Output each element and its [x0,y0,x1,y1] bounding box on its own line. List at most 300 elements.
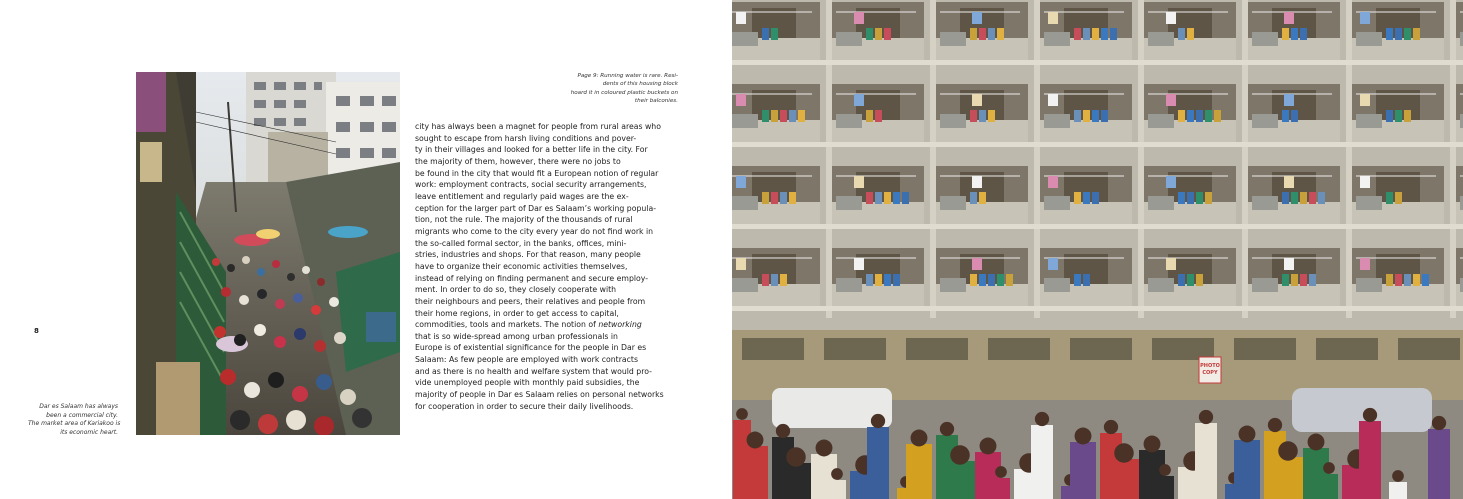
concrete-column [930,236,936,318]
plastic-bucket [1413,274,1420,286]
sign-text: PHOTO [1200,363,1220,369]
body-text-line [415,377,677,389]
plastic-bucket [988,28,995,40]
concrete-column [1138,154,1144,236]
plastic-bucket [1074,274,1081,286]
body-text-line [415,238,677,250]
person-body [992,478,1010,499]
plastic-bucket [884,274,891,286]
body-text-line [415,226,677,238]
plastic-bucket [1282,274,1289,286]
balcony-railing [1044,196,1070,210]
plastic-bucket [866,192,873,204]
plastic-bucket [893,192,900,204]
laundry [736,176,746,188]
laundry [1284,176,1294,188]
plastic-bucket [771,28,778,40]
concrete-column [1242,154,1248,236]
kariakoo-market-photo [136,72,400,435]
plastic-bucket [798,110,805,122]
balcony-railing [1252,278,1278,292]
caption-line: hoard it in coloured plastic buckets on [570,89,678,96]
plastic-bucket [1092,192,1099,204]
housing-block-photo [732,0,1463,499]
person-head [1323,462,1335,474]
plastic-bucket [1196,110,1203,122]
person-head [1268,418,1282,432]
laundry [1048,258,1058,270]
person-body [867,427,889,499]
plastic-bucket [1395,28,1402,40]
balcony-railing [940,32,966,46]
laundry [1048,12,1058,24]
laundry [972,258,982,270]
concrete-column [1138,236,1144,318]
plastic-bucket [1083,28,1090,40]
ground-vent [742,338,804,360]
body-text-run: city has always been a magnet for people from rural areas who [415,122,661,131]
plastic-bucket [1300,274,1307,286]
body-text-line [415,133,677,145]
person-head [816,440,833,457]
plastic-bucket [875,110,882,122]
market-photo-caption [28,403,121,437]
sign-text: COPY [1202,370,1218,376]
floor-slab [732,306,1463,311]
plastic-bucket [1178,192,1185,204]
plastic-bucket [780,110,787,122]
concrete-column [826,154,832,236]
caption-line: Page 9: Running water is rare. Resi- [577,73,678,79]
plastic-bucket [1404,274,1411,286]
plastic-bucket [1214,110,1221,122]
plastic-bucket [1110,28,1117,40]
market-photo-illustration [136,72,400,435]
plastic-bucket [1006,274,1013,286]
housing-photo-caption [560,72,678,106]
person-head [871,414,885,428]
concrete-column [1242,72,1248,154]
plastic-bucket [875,192,882,204]
laundry [1166,176,1176,188]
laundry [736,12,746,24]
floor-slab [732,142,1463,147]
plastic-bucket [771,274,778,286]
laundry [1360,94,1370,106]
plastic-bucket [1300,192,1307,204]
person-body [906,444,932,499]
balcony-railing [836,278,862,292]
concrete-column [930,72,936,154]
plastic-bucket [1309,192,1316,204]
plastic-bucket [875,28,882,40]
laundry [1284,12,1294,24]
balcony-railing [732,196,758,210]
balcony-railing [732,114,758,128]
plastic-bucket [1395,110,1402,122]
caption-line: its economic heart. [60,428,118,436]
ground-vent [1070,338,1132,360]
body-text-line [415,296,677,308]
plastic-bucket [1178,110,1185,122]
person-head [940,422,954,436]
plastic-bucket [1187,274,1194,286]
plastic-bucket [1187,110,1194,122]
body-text-line [415,331,677,343]
caption-line: dents of this housing block [602,81,678,88]
plastic-bucket [1205,192,1212,204]
balcony-railing [940,114,966,128]
plastic-bucket [979,110,986,122]
plastic-bucket [1196,274,1203,286]
plastic-bucket [884,192,891,204]
plastic-bucket [979,274,986,286]
body-text-line [415,342,677,354]
concrete-column [1034,154,1040,236]
plastic-bucket [789,110,796,122]
body-text-line [415,273,677,285]
plastic-bucket [1083,110,1090,122]
body-text-run: commodities, tools and markets. The notion of [415,320,599,330]
person-head [911,430,928,447]
body-text-run: have to organize their economic activities themselves, [415,261,628,271]
plastic-bucket [1074,28,1081,40]
body-text-line [415,401,677,413]
plastic-bucket [979,192,986,204]
laundry [1166,94,1176,106]
page-number: 8 [34,327,39,335]
plastic-bucket [780,192,787,204]
ground-vent [1234,338,1296,360]
body-text-line [415,308,677,320]
person-head [1308,434,1325,451]
laundry [854,12,864,24]
balcony-railing [732,32,758,46]
body-text-run: ty in their villages and looked for a better life in the city. For [415,145,648,155]
person-body [1156,476,1174,499]
plastic-bucket [970,110,977,122]
body-text-run: and as there is no health and welfare system that would pro- [415,366,652,376]
ground-vent [1398,338,1460,360]
person-body [1070,442,1096,499]
plastic-bucket [970,274,977,286]
laundry [854,258,864,270]
body-text-run: migrants who come to the city every year do not find work in [415,226,654,236]
plastic-bucket [762,192,769,204]
plastic-bucket [1386,110,1393,122]
plastic-bucket [1395,274,1402,286]
concrete-column [826,72,832,154]
plastic-bucket [1101,110,1108,122]
plastic-bucket [1386,28,1393,40]
body-text-run: instead of relying on finding permanent and secure employ- [415,273,649,283]
body-text-run: tion, not the rule. The majority of the thousands of rural [415,215,633,225]
person-head [1363,408,1377,422]
balcony-railing [836,196,862,210]
body-text-line [415,179,677,191]
person-head [1075,428,1092,445]
floor-slab [732,60,1463,65]
body-text-run: ment. In order to do so, they closely cooperate with [415,285,617,295]
person-body [1109,459,1139,499]
person-head [831,468,843,480]
person-head [786,447,806,467]
body-text-line [415,249,677,261]
plastic-bucket [1205,110,1212,122]
balcony-railing [940,196,966,210]
right-page [732,0,1463,499]
plastic-bucket [1282,110,1289,122]
laundry [854,176,864,188]
balcony-railing [1356,278,1382,292]
person-body [1031,425,1053,499]
body-text-run: sought to escape from harsh living conditions and pover- [415,133,637,143]
body-text-line [415,319,677,331]
plastic-bucket [1309,274,1316,286]
person-head [1159,464,1171,476]
laundry [736,258,746,270]
person-head [1114,443,1134,463]
plastic-bucket [1282,28,1289,40]
plastic-bucket [1083,192,1090,204]
concrete-column [1034,72,1040,154]
ground-vent [824,338,886,360]
balcony-railing [1252,114,1278,128]
plastic-bucket [1404,28,1411,40]
plastic-bucket [1422,274,1429,286]
caption-line: Dar es Salaam has always [39,403,118,410]
plastic-bucket [884,28,891,40]
person-body [1428,429,1450,499]
balcony-railing [1148,114,1174,128]
plastic-bucket [1291,110,1298,122]
floor-slab [732,224,1463,229]
person-head [1104,420,1118,434]
balcony-railing [836,32,862,46]
body-text-run: the so-called formal sector, in the banks, offices, mini- [415,238,627,248]
body-text-line [415,191,677,203]
plastic-bucket [1318,192,1325,204]
body-text-line [415,354,677,366]
caption-line: been a commercial city. [46,411,118,419]
plastic-bucket [866,28,873,40]
laundry [1360,12,1370,24]
person-head [747,432,764,449]
plastic-bucket [979,28,986,40]
plastic-bucket [970,192,977,204]
body-text-line [415,284,677,296]
concrete-column [930,154,936,236]
laundry [1048,94,1058,106]
person-body [1195,423,1217,499]
laundry [1284,94,1294,106]
plastic-bucket [1300,28,1307,40]
plastic-bucket [970,28,977,40]
plastic-bucket [875,274,882,286]
concrete-column [1346,154,1352,236]
laundry [1284,258,1294,270]
plastic-bucket [771,192,778,204]
plastic-bucket [1187,28,1194,40]
plastic-bucket [997,28,1004,40]
body-text-run: that is so wide-spread among urban professionals in [415,331,618,341]
plastic-bucket [1083,274,1090,286]
balcony-railing [940,278,966,292]
body-text-run: majority of people in Dar es Salaam relies on personal networks [415,390,664,400]
plastic-bucket [789,192,796,204]
balcony-railing [1148,278,1174,292]
laundry [972,12,982,24]
plastic-bucket [1196,192,1203,204]
person-head [776,424,790,438]
ground-vent [988,338,1050,360]
balcony-railing [1356,32,1382,46]
plastic-bucket [771,110,778,122]
plastic-bucket [1101,28,1108,40]
balcony-railing [1148,32,1174,46]
body-text-run: their neighbours and peers, their relatives and people from [415,296,646,306]
concrete-column [1346,236,1352,318]
plastic-bucket [762,110,769,122]
laundry [736,94,746,106]
plastic-bucket [902,192,909,204]
plastic-bucket [1395,192,1402,204]
laundry [1166,12,1176,24]
ground-vent [1316,338,1378,360]
plastic-bucket [1074,192,1081,204]
body-text-line [415,203,677,215]
body-text-emphasis: networking [598,320,642,330]
balcony-railing [1252,196,1278,210]
person-body [1320,474,1338,499]
body-text-line [415,168,677,180]
concrete-column [1450,236,1456,318]
body-text-run: stries, industries and shops. For that reason, many people [415,250,641,260]
laundry [1360,258,1370,270]
person-head [980,438,997,455]
concrete-column [1138,72,1144,154]
person-body [742,446,768,499]
laundry [1166,258,1176,270]
body-text-line [415,261,677,273]
body-text-run: their home regions, in order to get access to capital, [415,308,619,318]
person-body [1234,440,1260,499]
person-head [1144,436,1161,453]
plastic-bucket [893,274,900,286]
plastic-bucket [1291,192,1298,204]
balcony-railing [1044,114,1070,128]
person-body [1389,482,1407,499]
person-body [1273,457,1303,499]
plastic-bucket [1092,28,1099,40]
person-head [1035,412,1049,426]
balcony-railing [1252,32,1278,46]
person-head [950,445,970,465]
plastic-bucket [1404,110,1411,122]
laundry [972,94,982,106]
concrete-column [826,236,832,318]
body-text-line [415,366,677,378]
concrete-column [1242,236,1248,318]
body-text-run: vide unemployed people with monthly paid subsidies, the [415,378,640,388]
plastic-bucket [1092,110,1099,122]
person-head [1199,410,1213,424]
balcony-railing [836,114,862,128]
plastic-bucket [1178,274,1185,286]
plastic-bucket [866,274,873,286]
plastic-bucket [780,274,787,286]
plastic-bucket [1178,28,1185,40]
body-text-line [415,156,677,168]
person-head [1392,470,1404,482]
plastic-bucket [1291,28,1298,40]
plastic-bucket [997,274,1004,286]
person-head [1239,426,1256,443]
body-text-run: for cooperation in order to secure their daily livelihoods. [415,401,634,411]
plastic-bucket [1291,274,1298,286]
body-text-run: ception for the larger part of Dar es Salaam’s working popula- [415,203,657,213]
caption-line: The market area of Kariakoo is [28,420,121,427]
caption-line: their balconies. [634,98,678,105]
plastic-bucket [1074,110,1081,122]
plastic-bucket [762,28,769,40]
laundry [972,176,982,188]
concrete-column [1346,72,1352,154]
plastic-bucket [1386,192,1393,204]
body-text-run: work: employment contracts, social security arrangements, [415,180,647,190]
laundry [1360,176,1370,188]
plastic-bucket [762,274,769,286]
body-text-line [415,144,677,156]
plastic-bucket [988,110,995,122]
balcony-railing [1148,196,1174,210]
person-head [1278,441,1298,461]
plastic-bucket [866,110,873,122]
concrete-column [1450,154,1456,236]
body-text-line [415,214,677,226]
plastic-bucket [988,274,995,286]
body-text [415,121,677,412]
person-body [1359,421,1381,499]
body-text-run: be found in the city that would fit a European notion of regular [415,168,659,178]
plastic-bucket [1282,192,1289,204]
body-text-run: Europe is of existential significance for the people in Dar es [415,343,647,353]
body-text-line [415,389,677,401]
person-head [1432,416,1446,430]
plastic-bucket [1413,28,1420,40]
person-body [828,480,846,499]
person-head [995,466,1007,478]
person-body [781,463,811,499]
laundry [1048,176,1058,188]
ground-vent [906,338,968,360]
person-head [736,408,748,420]
person-body [945,461,975,499]
plastic-bucket [1386,274,1393,286]
balcony-railing [1044,32,1070,46]
plastic-bucket [1187,192,1194,204]
body-text-run: the majority of them, however, there were no jobs to [415,156,621,166]
balcony-railing [732,278,758,292]
balcony-railing [1356,196,1382,210]
concrete-column [1450,72,1456,154]
balcony-railing [1356,114,1382,128]
body-text-line [415,121,677,133]
body-text-run: Salaam: As few people are employed with work contracts [415,355,638,365]
concrete-column [1034,236,1040,318]
laundry [854,94,864,106]
body-text-run: leave entitlement and regularly paid wages are the ex- [415,191,629,201]
